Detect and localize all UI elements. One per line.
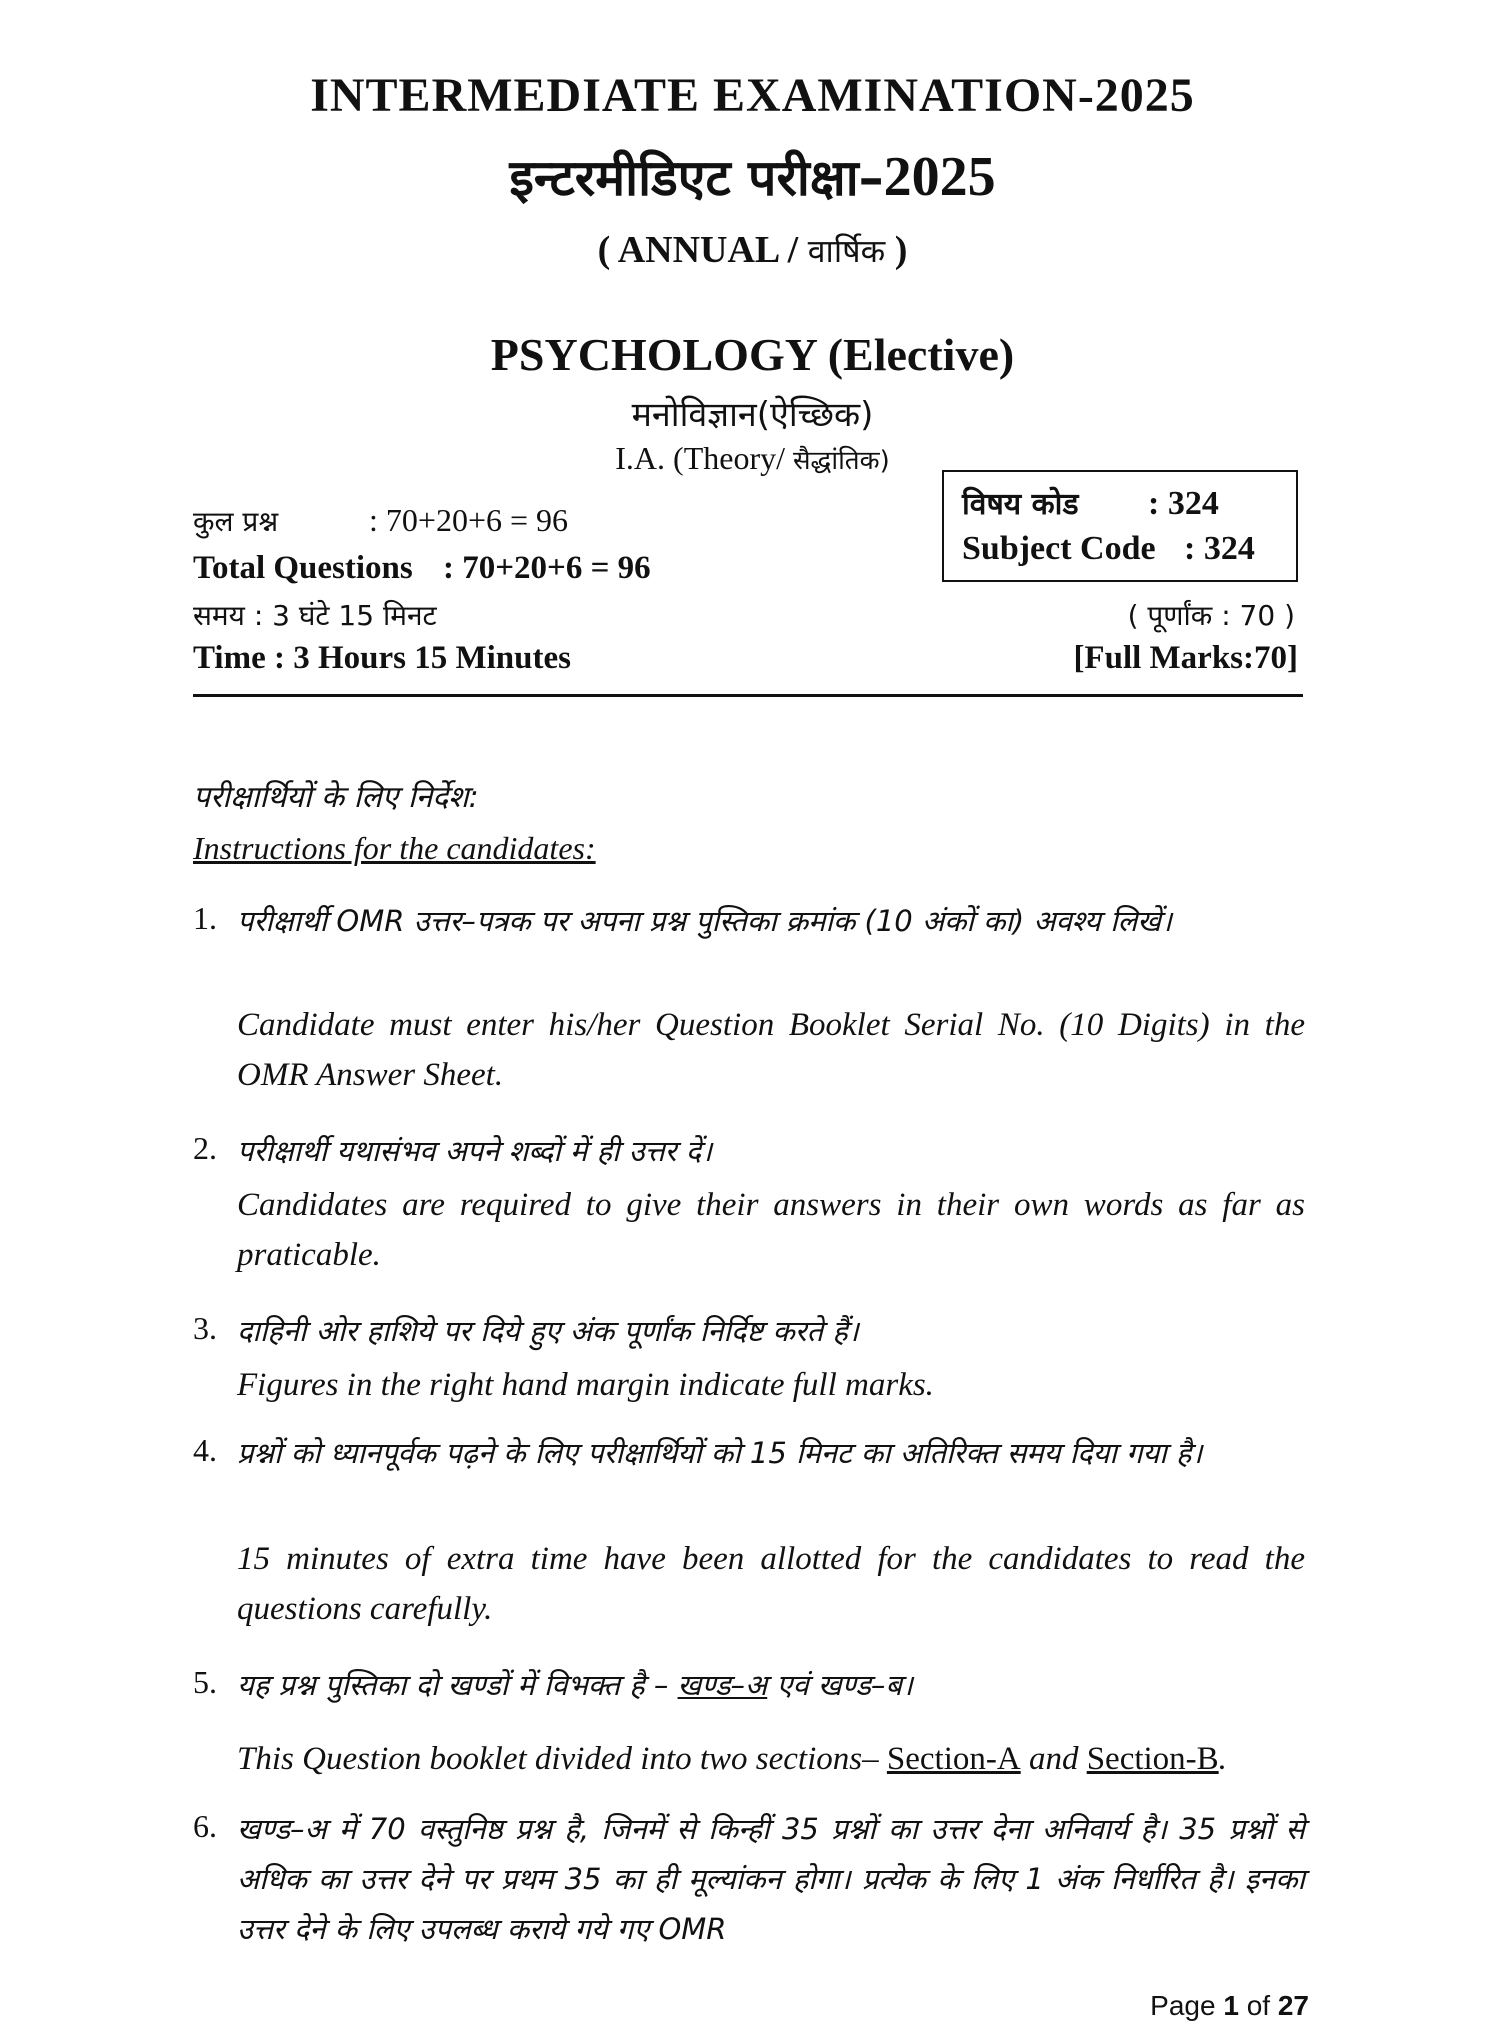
subject-code-value-en: : 324 [1184,530,1255,567]
instruction-number: 3. [193,1310,217,1346]
exam-title-hi-text: इन्टरमीडिएट परीक्षा– [509,149,884,207]
instruction-number: 5. [193,1664,217,1700]
page-number [1150,1990,1309,2022]
instruction-text-en-part: . [1218,1741,1227,1777]
time-hi: समय : 3 घंटे 15 मिनट [193,599,437,632]
instruction-number: 4. [193,1432,217,1468]
instruction-number: 6. [193,1808,217,1844]
instruction-text-en: Candidate must enter his/her Question Booklet Serial No. (10 Digits) in the OMR Answer Sheet. [237,1007,1305,1093]
instruction-text-hi: परीक्षार्थी OMR उत्तर–पत्रक पर अपना प्रश्न पुस्तिका क्रमांक (10 अंकों का) अवश्य लिखें। [237,904,1172,938]
subject-code-value-hi: : 324 [1148,485,1219,522]
instruction-text-hi: खण्ड–अ में 70 वस्तुनिष्ठ प्रश्न है, जिनमें से किन्हीं 35 प्रश्नों का उत्तर देना अनिवार्य है। 35 प्रश्नों से अधिक का उत्तर देने पर प्रथम 35 का ही मूल्यांकन होगा। प्रत्येक के लिए 1 अंक निर्धारित है। इनका उत्तर देने के लिए उपलब्ध कराये गये गए OMR [237,1812,1305,1946]
section-a-en: Section-A [886,1741,1021,1777]
header-divider [193,694,1303,697]
section-b-en: Section-B [1086,1741,1219,1777]
subject-code-box [942,470,1298,582]
instruction-number: 1. [193,900,217,936]
instruction-text-en-part: and [1020,1741,1087,1777]
total-questions-value-hi: : 70+20+6 = 96 [369,502,569,538]
total-questions-en [193,550,651,587]
total-questions-value-en: : 70+20+6 = 96 [443,550,651,586]
exam-type-open: ( ANNUAL / [597,229,808,271]
subject-code-hi [962,482,1219,523]
subject-code-label-en: Subject Code [962,530,1156,567]
instruction-text-hi: परीक्षार्थी यथासंभव अपने शब्दों में ही उत्तर दें। [237,1134,713,1168]
stream-label-en: I.A. (Theory/ [615,440,793,476]
instruction-text-en [237,1734,1305,1784]
instruction-text-en: Candidates are required to give their answers in their own words as far as praticable. [237,1187,1305,1273]
subject-title-en: PSYCHOLOGY (Elective) [490,329,1015,380]
instruction-text-hi [237,1660,1305,1710]
instruction-text-en: 15 minutes of extra time have been allotted for the candidates to read the questions carefully. [237,1541,1305,1627]
instruction-text-hi-part: एवं खण्ड–ब। [767,1668,913,1702]
total-questions-hi [193,502,568,540]
instruction-text-en: Figures in the right hand margin indicate full marks. [237,1367,934,1403]
time-en: Time : 3 Hours 15 Minutes [193,640,571,676]
total-questions-label-hi: कुल प्रश्न [193,505,279,538]
page-of: of [1238,1990,1278,2021]
page-total: 27 [1277,1990,1309,2021]
exam-type [0,228,1505,272]
instruction-number: 2. [193,1130,217,1166]
exam-title-hi-year: 2025 [883,146,996,208]
page-label: Page [1150,1990,1224,2021]
exam-type-hi: वार्षिक [807,232,886,270]
subject-code-en [962,530,1255,568]
instruction-text-en-part: This Question booklet divided into two sections– [237,1741,887,1777]
section-a-hi: खण्ड–अ [677,1668,768,1702]
exam-title-en: INTERMEDIATE EXAMINATION-2025 [310,69,1195,122]
instructions-heading-en: Instructions for the candidates: [193,830,596,866]
exam-type-close: ) [885,229,908,271]
page-current: 1 [1223,1990,1239,2021]
subject-code-label-hi: विषय कोड [962,487,1079,522]
instruction-text-hi: दाहिनी ओर हाशिये पर दिये हुए अंक पूर्णांक निर्दिष्ट करते हैं। [237,1314,859,1348]
instruction-text-hi: प्रश्नों को ध्यानपूर्वक पढ़ने के लिए परीक्षार्थियों को 15 मिनट का अतिरिक्त समय दिया गया है। [237,1436,1203,1470]
subject-title-hi: मनोविज्ञान(ऐच्छिक) [631,395,874,435]
total-questions-label-en: Total Questions [193,550,413,586]
exam-title-hi [0,142,1505,210]
full-marks-en: [Full Marks:70] [1073,640,1298,676]
stream-label-hi: सैद्धांतिक) [792,446,890,476]
instruction-text-hi-part: यह प्रश्न पुस्तिका दो खण्डों में विभक्त है – [237,1668,678,1702]
instructions-heading-hi: परीक्षार्थियों के लिए निर्देश: [193,780,479,815]
full-marks-hi: ( पूर्णांक : 70 ) [1127,599,1295,632]
